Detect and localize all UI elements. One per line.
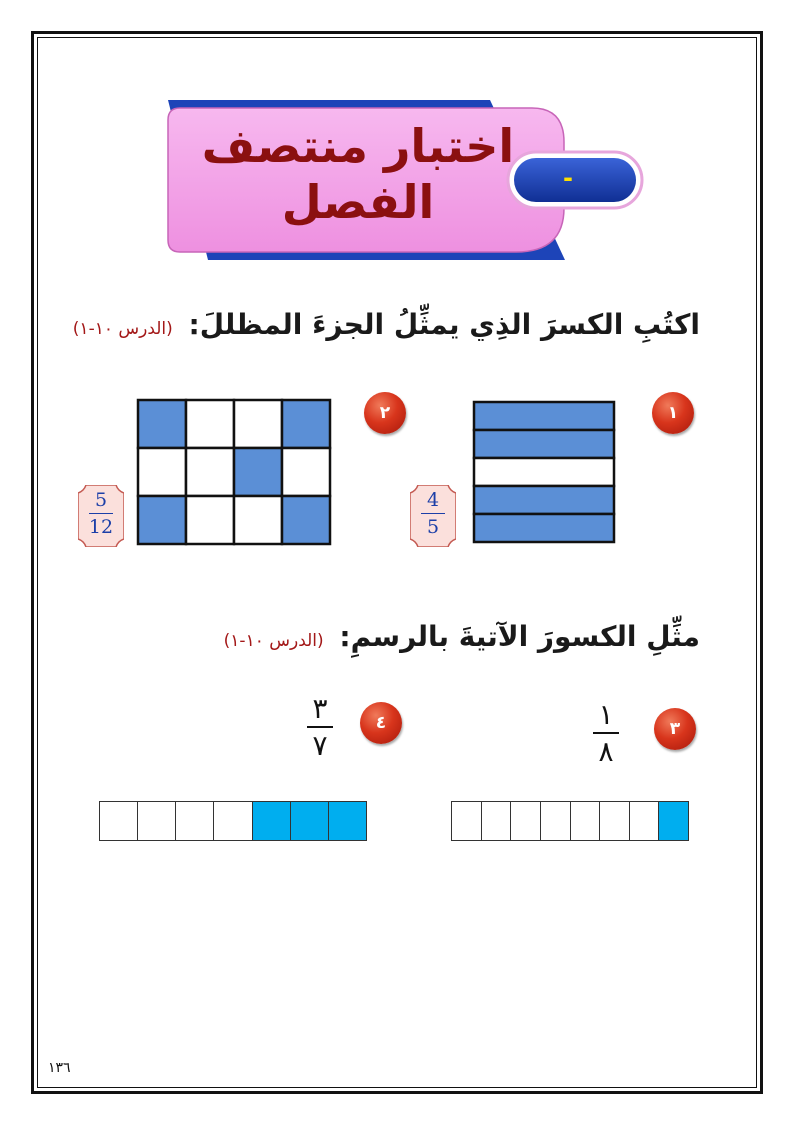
strip-cell[interactable] bbox=[99, 801, 138, 841]
figure-2-cell bbox=[234, 496, 282, 544]
strip-cell[interactable] bbox=[137, 801, 176, 841]
figure-2-cell bbox=[282, 400, 330, 448]
figure-1-stripe bbox=[474, 458, 614, 486]
figure-2-cell bbox=[186, 448, 234, 496]
figure-2-cell bbox=[138, 400, 186, 448]
chapter-badge: - bbox=[563, 164, 573, 192]
answer-1-fraction-bar bbox=[421, 513, 445, 514]
fraction-4-bar bbox=[307, 726, 333, 728]
fraction-3-bar bbox=[593, 732, 619, 734]
strip-cell[interactable] bbox=[658, 801, 689, 841]
strip-cell[interactable] bbox=[629, 801, 660, 841]
strip-cell[interactable] bbox=[481, 801, 512, 841]
answer-2-denominator: 12 bbox=[88, 516, 114, 538]
fraction-3-numerator: ١ bbox=[598, 698, 614, 731]
fraction-3-denominator: ٨ bbox=[598, 735, 614, 768]
strip-cell[interactable] bbox=[540, 801, 571, 841]
answer-tag-2 bbox=[78, 485, 124, 547]
fraction-4 bbox=[300, 694, 340, 761]
section1-lesson-ref: (الدرس ١٠-١) bbox=[72, 319, 173, 339]
answer-2-fraction-bar bbox=[89, 513, 113, 514]
figure-2-cell bbox=[186, 400, 234, 448]
strip-cell[interactable] bbox=[252, 801, 291, 841]
shaded-figure-2 bbox=[136, 398, 332, 546]
strip-cell[interactable] bbox=[213, 801, 252, 841]
section2-heading bbox=[224, 620, 700, 653]
answer-1-denominator: 5 bbox=[426, 516, 440, 538]
fraction-4-numerator: ٣ bbox=[312, 692, 328, 725]
section1-instruction: اكتُبِ الكسرَ الذِي يمثِّلُ الجزءَ المظللَ: bbox=[188, 308, 700, 341]
strip-cell[interactable] bbox=[175, 801, 214, 841]
strip-cell[interactable] bbox=[599, 801, 630, 841]
figure-1-stripe bbox=[474, 402, 614, 430]
fraction-4-denominator: ٧ bbox=[312, 729, 328, 762]
strip-cell[interactable] bbox=[451, 801, 482, 841]
section2-instruction: مثِّلِ الكسورَ الآتيةَ بالرسمِ: bbox=[339, 620, 700, 653]
answer-tag-1 bbox=[410, 485, 456, 547]
fraction-3 bbox=[586, 700, 626, 767]
question-number-badge-1: ١ bbox=[652, 392, 694, 434]
section1-heading bbox=[73, 308, 700, 341]
fraction-strip-3 bbox=[452, 801, 689, 841]
figure-2-cell bbox=[138, 496, 186, 544]
page-title: اختبار منتصف الفصل bbox=[201, 119, 515, 229]
figure-1-stripe bbox=[474, 430, 614, 458]
figure-1-stripe bbox=[474, 514, 614, 542]
answer-2-numerator: 5 bbox=[94, 489, 108, 511]
question-number-badge-2: ٢ bbox=[364, 392, 406, 434]
figure-2-cell bbox=[186, 496, 234, 544]
question-number-badge-4: ٤ bbox=[360, 702, 402, 744]
figure-2-cell bbox=[234, 448, 282, 496]
shaded-figure-1 bbox=[472, 400, 616, 544]
page-number: ١٣٦ bbox=[48, 1060, 71, 1076]
answer-1-numerator: 4 bbox=[426, 489, 440, 511]
figure-1-stripe bbox=[474, 486, 614, 514]
strip-cell[interactable] bbox=[510, 801, 541, 841]
figure-2-cell bbox=[282, 448, 330, 496]
question-number-badge-3: ٣ bbox=[654, 708, 696, 750]
strip-cell[interactable] bbox=[328, 801, 367, 841]
figure-2-cell bbox=[234, 400, 282, 448]
figure-2-cell bbox=[138, 448, 186, 496]
fraction-strip-4 bbox=[100, 801, 367, 841]
strip-cell[interactable] bbox=[290, 801, 329, 841]
section2-lesson-ref: (الدرس ١٠-١) bbox=[223, 631, 324, 651]
strip-cell[interactable] bbox=[570, 801, 601, 841]
figure-2-cell bbox=[282, 496, 330, 544]
